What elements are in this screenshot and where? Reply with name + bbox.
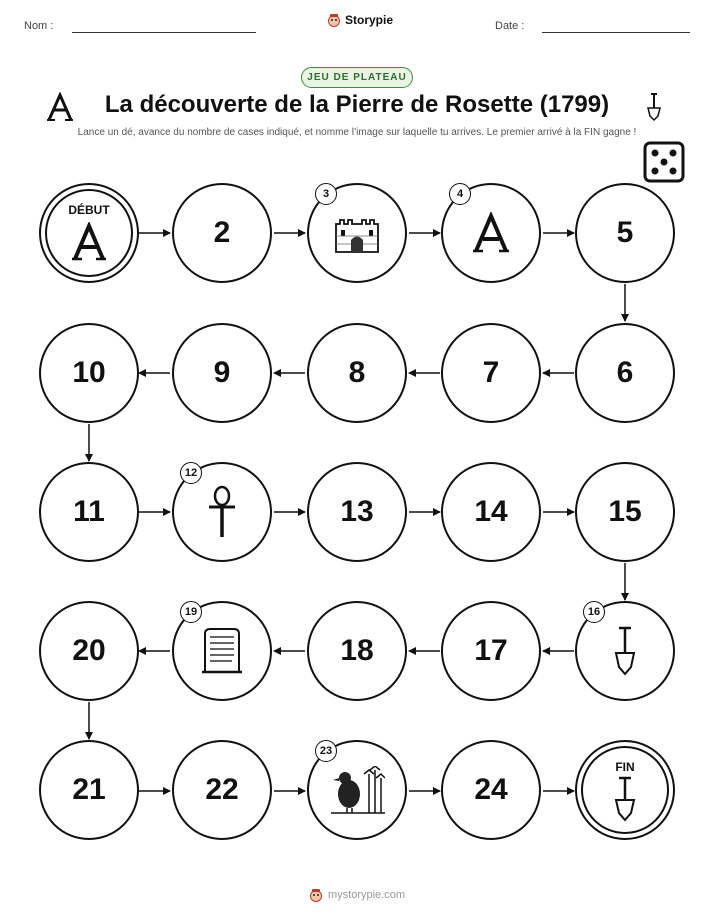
tile-number: 6: [616, 356, 634, 389]
tile-number-tag: 3: [315, 183, 337, 205]
tile-number-tag: 12: [180, 462, 202, 484]
letter-a-icon: [71, 222, 107, 262]
tile-number: 17: [474, 634, 508, 667]
tile-number: 14: [474, 495, 508, 528]
tile-17[interactable]: [441, 601, 541, 701]
stone-tablet-icon: [200, 626, 244, 676]
tile-23[interactable]: [307, 740, 407, 840]
castle-icon: [332, 212, 382, 254]
tile-8[interactable]: [307, 323, 407, 423]
tile-number: 20: [72, 634, 106, 667]
tile-number-tag: 4: [449, 183, 471, 205]
tile-4[interactable]: [441, 183, 541, 283]
tile-12[interactable]: [172, 462, 272, 562]
shovel-icon: [612, 625, 638, 677]
tile-20[interactable]: [39, 601, 139, 701]
tile-2[interactable]: [172, 183, 272, 283]
instructions: Lance un dé, avance du nombre de cases indiqué, et nomme l’image sur laquelle tu arrives. Le premier arrivé à la FIN gagne !: [77, 127, 637, 138]
tile-number: 13: [340, 495, 374, 528]
tile-number: 7: [482, 356, 500, 389]
tile-number: 8: [348, 356, 366, 389]
name-label: Nom :: [24, 20, 54, 32]
footer: [0, 888, 714, 902]
tile-22[interactable]: [172, 740, 272, 840]
tile-number: 10: [72, 356, 106, 389]
tile-13[interactable]: [307, 462, 407, 562]
tile-number: 15: [608, 495, 642, 528]
tile-number: 9: [213, 356, 231, 389]
ankh-icon: [207, 485, 237, 539]
tile-16[interactable]: [575, 601, 675, 701]
tile-number: 21: [72, 773, 106, 806]
tile-number: 18: [340, 634, 374, 667]
bird-papyrus-icon: [329, 766, 385, 814]
brand-name: Storypie: [345, 13, 394, 27]
tile-number: 11: [73, 495, 105, 528]
tile-number-tag: 23: [315, 740, 337, 762]
tile-9[interactable]: [172, 323, 272, 423]
tile-24[interactable]: [441, 740, 541, 840]
tile-18[interactable]: [307, 601, 407, 701]
tile-15[interactable]: [575, 462, 675, 562]
tile-6[interactable]: [575, 323, 675, 423]
tile-number: 5: [616, 216, 634, 249]
tile-11[interactable]: [39, 462, 139, 562]
tile-14[interactable]: [441, 462, 541, 562]
footer-link[interactable]: mystorypie.com: [327, 889, 406, 901]
tile-start[interactable]: [39, 183, 139, 283]
page-title: La découverte de la Pierre de Rosette (1799): [104, 91, 610, 118]
game-type-badge: JEU DE PLATEAU: [301, 67, 413, 88]
tile-number-tag: 16: [583, 601, 605, 623]
letter-a-icon: [472, 212, 510, 254]
tile-number: 2: [213, 216, 231, 249]
tile-number-tag: 19: [180, 601, 202, 623]
shovel-icon: [613, 776, 637, 822]
tile-10[interactable]: [39, 323, 139, 423]
finish-label: FIN: [615, 760, 635, 774]
date-label: Date :: [495, 20, 525, 32]
tile-3[interactable]: [307, 183, 407, 283]
tile-5[interactable]: [575, 183, 675, 283]
start-label: DÉBUT: [68, 203, 110, 217]
storypie-logo-icon: [309, 888, 323, 902]
tile-number: 24: [474, 773, 508, 806]
tile-number: 22: [205, 773, 239, 806]
tile-finish[interactable]: [575, 740, 675, 840]
tile-19[interactable]: [172, 601, 272, 701]
tile-21[interactable]: [39, 740, 139, 840]
tile-7[interactable]: [441, 323, 541, 423]
